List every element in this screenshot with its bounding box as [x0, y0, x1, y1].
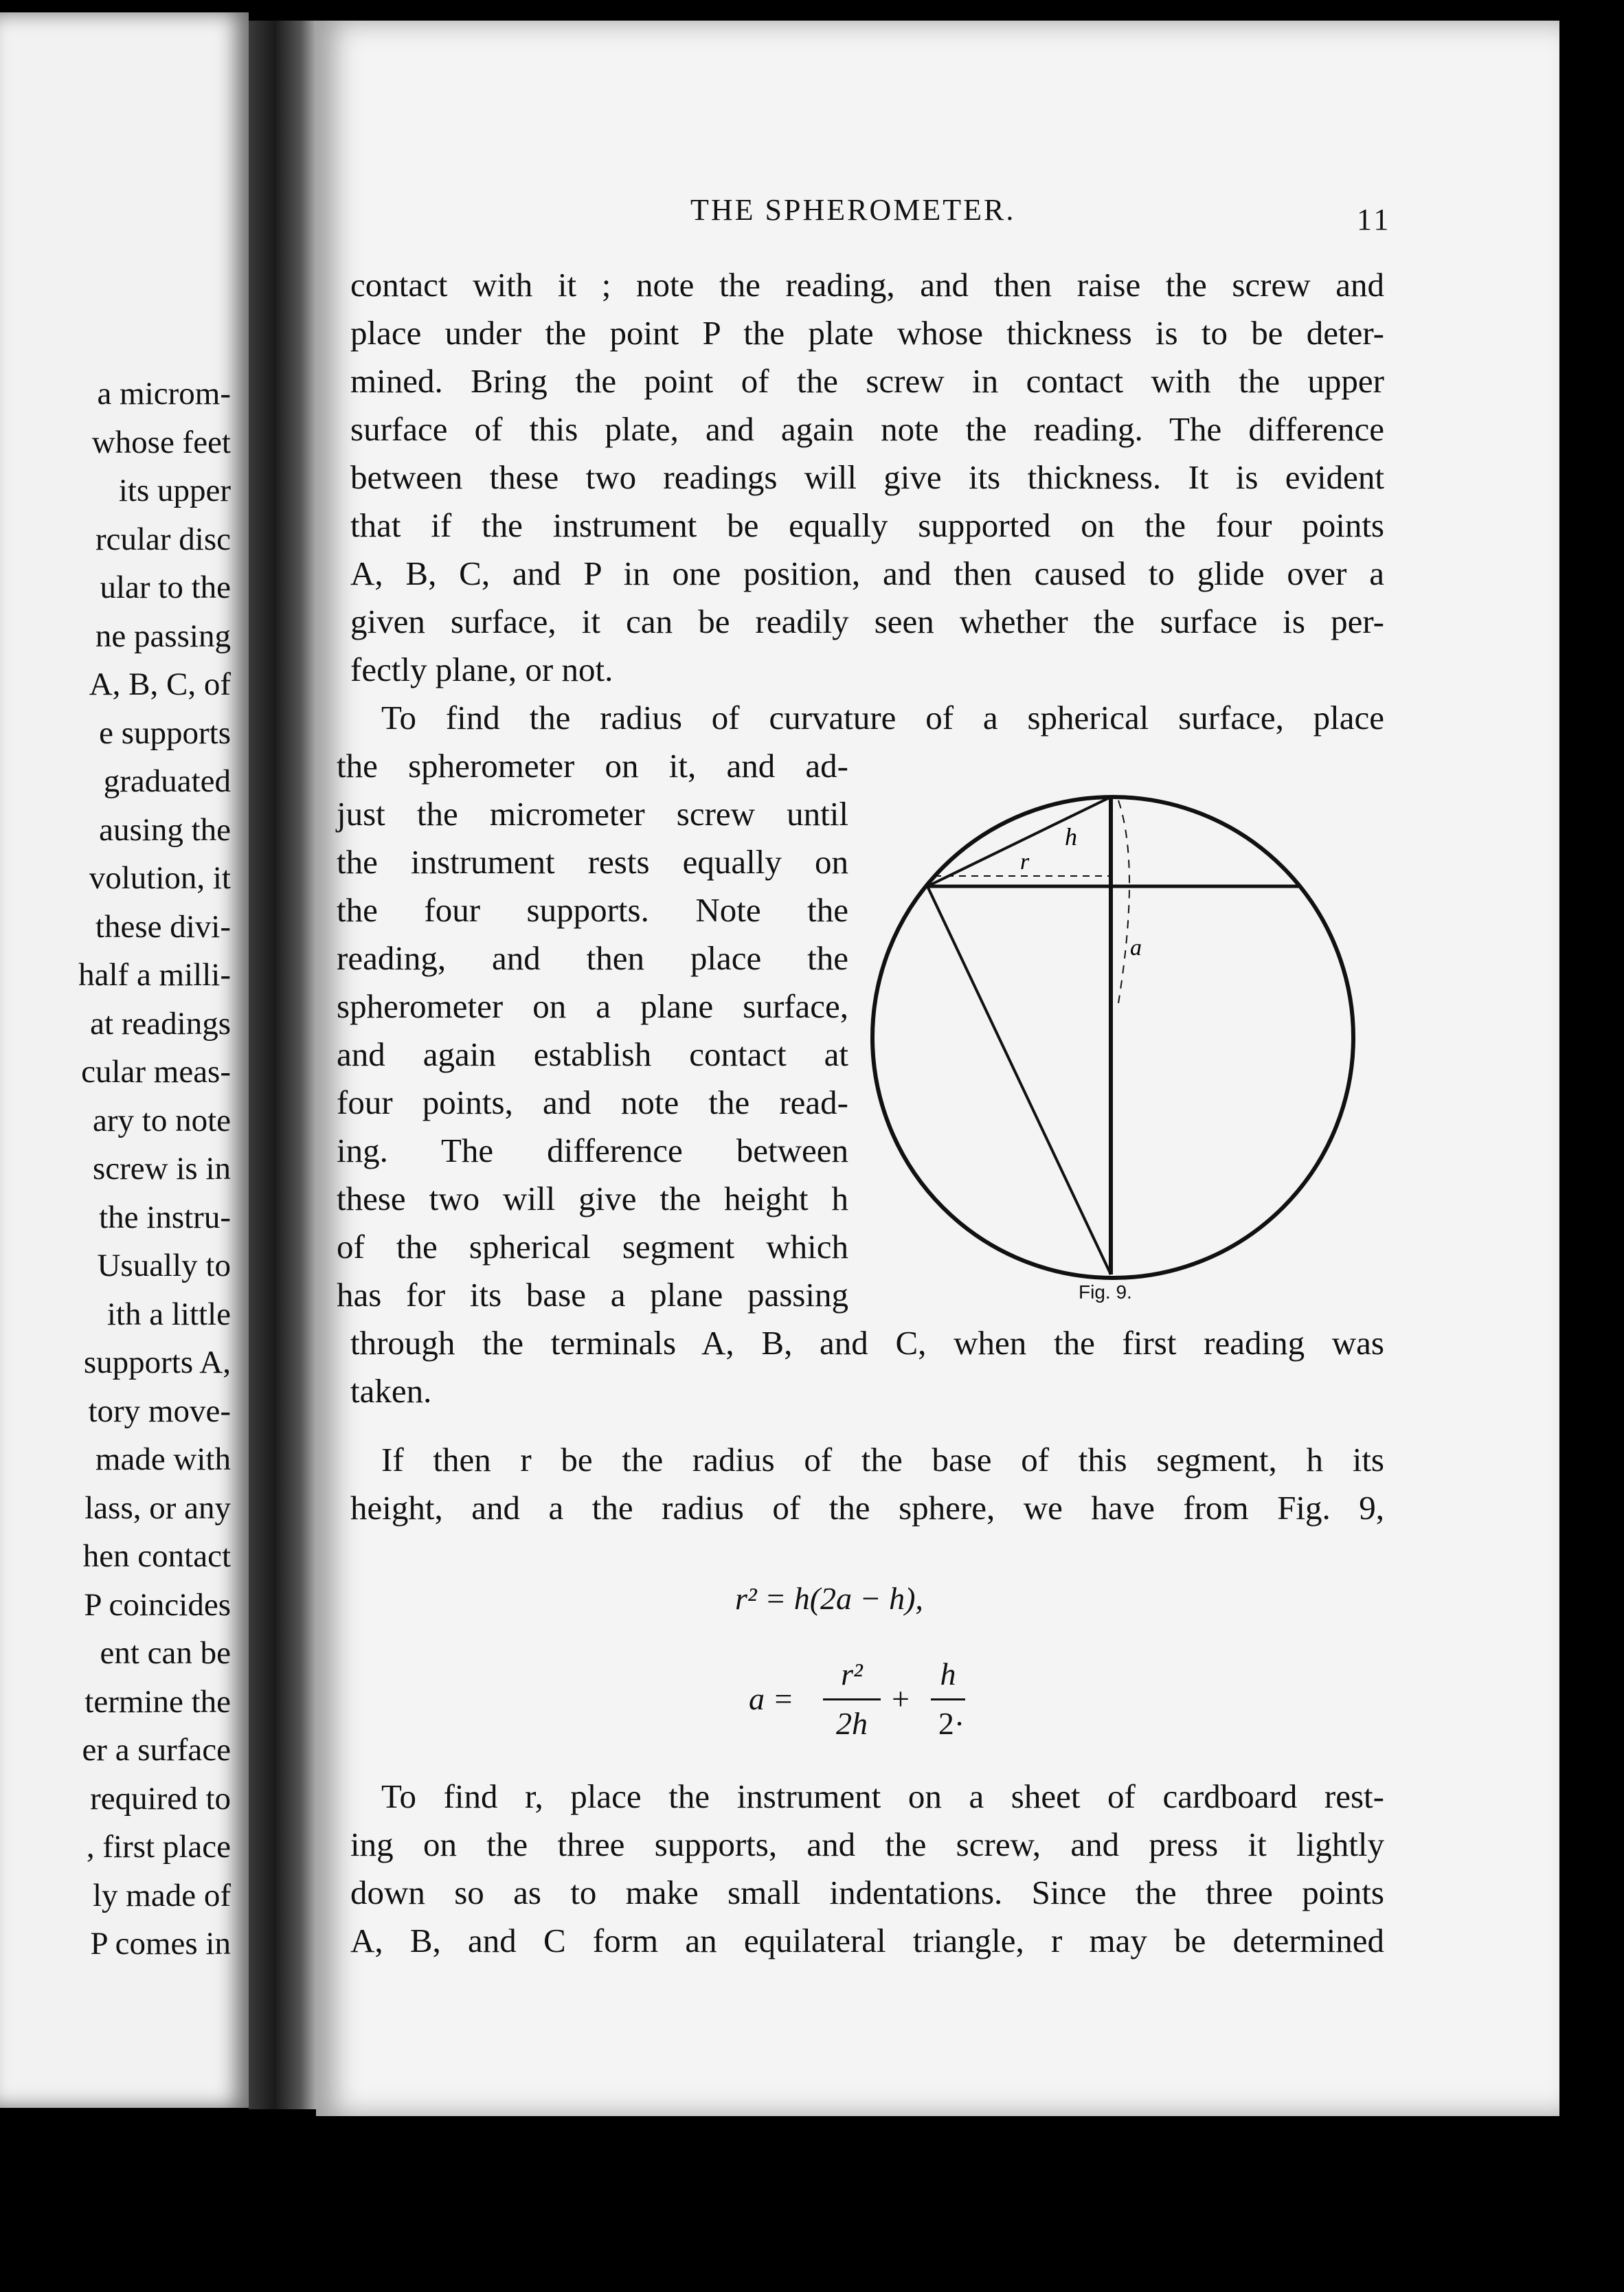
left-page-line: half a milli-: [78, 957, 231, 993]
left-page-line: at readings: [90, 1005, 231, 1042]
paragraph-1-line: given surface, it can be readily seen whether the surface is per-: [350, 603, 1384, 640]
paragraph-2-line: the instrument rests equally on: [337, 843, 848, 881]
left-page-line: ent can be: [100, 1635, 231, 1671]
left-page-line: , first place: [86, 1829, 231, 1865]
paragraph-2-first-line: To find the radius of curvature of a spherical surface, place: [381, 699, 1384, 737]
figure-9-diagram: [859, 783, 1367, 1292]
left-page-line: ausing the: [99, 811, 231, 848]
left-page-line: a microm-: [97, 376, 231, 412]
top-chord: [927, 797, 1111, 886]
left-page-line: hen contact: [82, 1538, 231, 1574]
left-page-line: A, B, C, of: [89, 666, 231, 702]
paragraph-3-line: If then r be the radius of the base of this segment, h its: [381, 1441, 1384, 1479]
paragraph-2-line: just the micrometer screw until: [337, 795, 848, 833]
book-gutter: [249, 21, 323, 2109]
paragraph-4-line: A, B, and C form an equilateral triangle, r may be determined: [350, 1922, 1384, 1959]
paragraph-4-line: down so as to make small indentations. Since the three points: [350, 1874, 1384, 1911]
paragraph-1-line: mined. Bring the point of the screw in contact with the upper: [350, 362, 1384, 400]
left-page-line: tory move-: [88, 1393, 231, 1429]
left-page-line: screw is in: [92, 1151, 231, 1187]
left-page-line: the instru-: [99, 1199, 231, 1235]
left-page: [0, 12, 249, 2108]
left-page-line: these divi-: [95, 908, 231, 945]
paragraph-2-line: four points, and note the read-: [337, 1083, 848, 1121]
label-h: h: [1065, 823, 1077, 851]
eq2-den1: 2h: [836, 1706, 868, 1741]
left-page-line: ary to note: [93, 1102, 231, 1138]
paragraph-2-line: of the spherical segment which: [337, 1228, 848, 1266]
left-page-line: ith a little: [106, 1296, 231, 1332]
paragraph-2-line: reading, and then place the: [337, 939, 848, 977]
paragraph-1-line: A, B, C, and P in one position, and then caused to glide over a: [350, 554, 1384, 592]
left-page-line: er a surface: [82, 1732, 231, 1768]
label-r: r: [1020, 849, 1030, 875]
figure-caption: Fig. 9.: [1079, 1281, 1132, 1303]
paragraph-1-line: contact with it ; note the reading, and then raise the screw and: [350, 266, 1384, 304]
paragraph-2-line: ing. The difference between: [337, 1132, 848, 1169]
left-page-line: ly made of: [93, 1877, 231, 1913]
left-page-line: ne passing: [95, 618, 231, 654]
a-dashed-arc: [1118, 800, 1129, 1003]
eq2-num1: r²: [841, 1656, 863, 1692]
equation-1: r² = h(2a − h),: [735, 1581, 923, 1616]
paragraph-3-line: height, and a the radius of the sphere, we have from Fig. 9,: [350, 1489, 1384, 1527]
left-page-line: made with: [95, 1441, 231, 1477]
paragraph-4-line: ing on the three supports, and the screw, and press it lightly: [350, 1825, 1384, 1863]
paragraph-2-line: the four supports. Note the: [337, 891, 848, 929]
page-number: 11: [1357, 203, 1392, 236]
paragraph-4-line: To find r, place the instrument on a sheet of cardboard rest-: [381, 1777, 1384, 1815]
paragraph-1-line: that if the instrument be equally supported on the four points: [350, 506, 1384, 544]
left-page-line: graduated: [103, 763, 231, 799]
left-page-line: ular to the: [100, 570, 231, 605]
eq2-den2: 2·: [938, 1706, 965, 1741]
paragraph-2-line: has for its base a plane passing: [337, 1276, 848, 1314]
paragraph-2-tail-line: through the terminals A, B, and C, when the first reading was: [350, 1324, 1384, 1362]
left-page-line: volution, it: [89, 860, 231, 896]
paragraph-1-line: between these two readings will give its thickness. It is evident: [350, 458, 1384, 496]
left-page-line: rcular disc: [95, 521, 231, 557]
left-page-line: supports A,: [83, 1345, 231, 1380]
left-page-line: lass, or any: [84, 1490, 231, 1526]
paragraph-2-tail-line: taken.: [350, 1372, 432, 1410]
label-a: a: [1130, 935, 1142, 960]
left-page-line: P comes in: [90, 1926, 231, 1962]
paragraph-1-line: surface of this plate, and again note the reading. The difference: [350, 410, 1384, 448]
paragraph-2-line: spherometer on a plane surface,: [337, 987, 848, 1025]
paragraph-2-line: these two will give the height h: [337, 1180, 848, 1217]
paragraph-1-line: fectly plane, or not.: [350, 651, 613, 688]
left-page-line: required to: [90, 1780, 231, 1817]
left-page-line: Usually to: [97, 1248, 231, 1283]
left-page-line: whose feet: [91, 424, 231, 460]
left-page-line: cular meas-: [81, 1054, 231, 1090]
paragraph-2-line: and again establish contact at: [337, 1035, 848, 1073]
left-page-line: P coincides: [84, 1586, 231, 1623]
running-head: THE SPHEROMETER.: [690, 193, 1016, 227]
left-page-line: its upper: [118, 473, 231, 508]
eq2-plus: +: [892, 1681, 910, 1716]
left-page-line: termine the: [84, 1683, 231, 1720]
eq2-lhs: a =: [749, 1681, 794, 1716]
paragraph-1-line: place under the point P the plate whose thickness is to be deter-: [350, 314, 1384, 352]
eq2-num2: h: [940, 1656, 956, 1692]
left-page-line: e supports: [99, 715, 231, 751]
paragraph-2-line: the spherometer on it, and ad-: [337, 747, 848, 785]
right-page: [316, 21, 1559, 2116]
